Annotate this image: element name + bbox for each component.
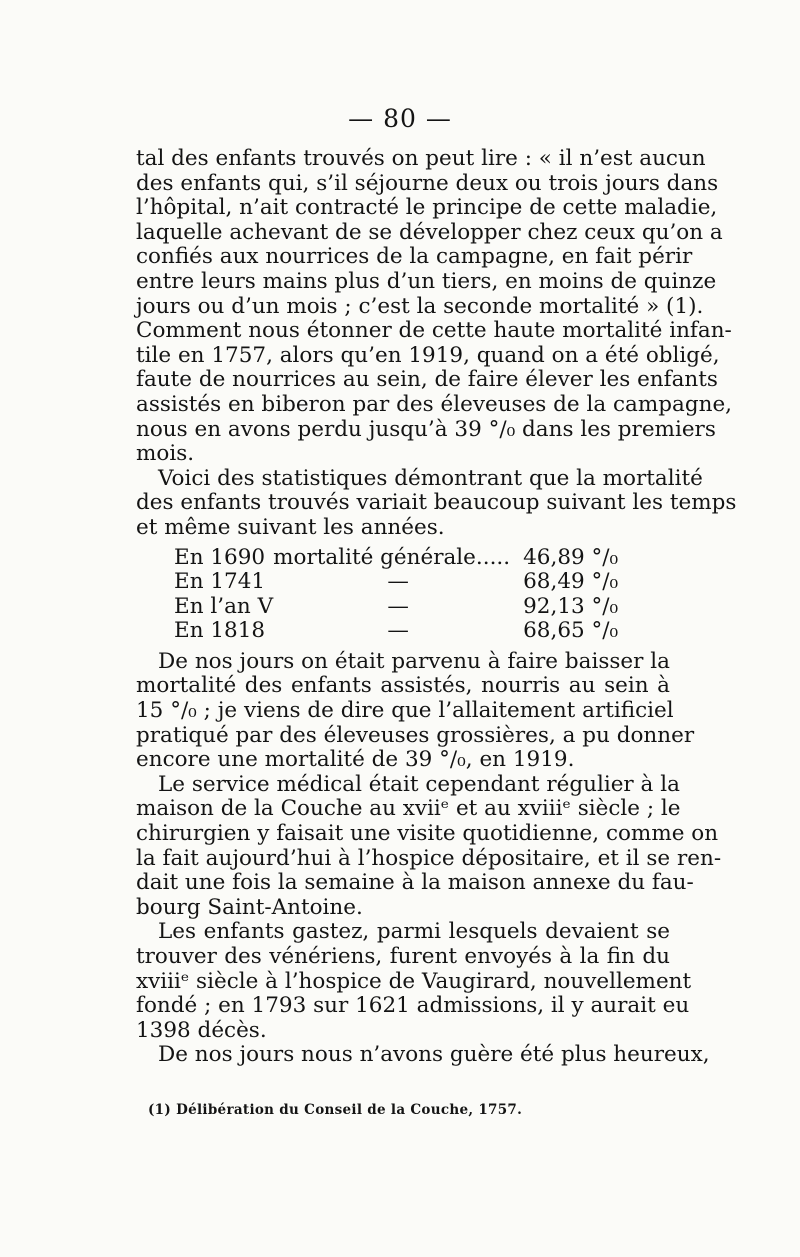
description-cell: — — [387, 569, 409, 595]
text-line: et même suivant les années. — [136, 514, 445, 540]
text-line: mois. — [136, 441, 195, 467]
paragraph-7 — [136, 1042, 710, 1068]
rate-cell: 46,89 °/₀ — [523, 544, 619, 570]
text-line: des enfants trouvés variait beaucoup suivant les temps — [136, 490, 737, 516]
text-line: maison de la Couche au xviiᵉ et au xviiiᵉ siècle ; le — [136, 796, 681, 822]
text-line: la fait aujourd’hui à l’hospice dépositaire, et il se ren- — [136, 845, 722, 871]
text-line: laquelle achevant de se développer chez ceux qu’on a — [136, 219, 723, 245]
text-line: faute de nourrices au sein, de faire élever les enfants — [136, 367, 718, 393]
rate-cell: 68,49 °/₀ — [523, 569, 619, 595]
text-line: chirurgien y faisait une visite quotidienne, comme on — [136, 821, 719, 847]
text-line: xviiiᵉ siècle à l’hospice de Vaugirard, nouvellement — [136, 968, 692, 994]
text-line: tile en 1757, alors qu’en 1919, quand on a été obligé, — [136, 342, 720, 368]
paragraph-5 — [136, 771, 722, 921]
paragraph-4 — [136, 648, 695, 773]
text-line: De nos jours on était parvenu à faire baisser la — [158, 648, 670, 674]
text-line: bourg Saint-Antoine. — [136, 894, 363, 920]
text-line: trouver des vénériens, furent envoyés à la fin du — [136, 944, 670, 969]
main-text — [136, 146, 737, 1068]
paragraph-3 — [136, 465, 737, 541]
text-line: pratiqué par des éleveuses grossières, a pu donner — [136, 722, 695, 748]
table-row — [174, 595, 643, 620]
text-line: encore une mortalité de 39 °/₀, en 1919. — [136, 747, 575, 773]
text-line: Le service médical était cependant régulier à la — [158, 771, 680, 797]
year-cell: En 1818 — [174, 618, 266, 644]
text-line: entre leurs mains plus d’un tiers, en moins de quinze — [136, 268, 717, 294]
description-cell: mortalité générale..... — [273, 544, 511, 570]
text-line: fondé ; en 1793 sur 1621 admissions, il y aurait eu — [136, 993, 690, 1019]
text-line: Voici des statistiques démontrant que la mortalité — [158, 465, 703, 491]
rate-cell: 92,13 °/₀ — [523, 593, 619, 619]
text-line: 15 °/₀ ; je viens de dire que l’allaitement artificiel — [136, 698, 674, 724]
description-cell: — — [387, 593, 409, 619]
table-row — [174, 570, 643, 595]
page-number: — 80 — — [348, 104, 452, 133]
text-line: confiés aux nourrices de la campagne, en fait périr — [136, 244, 693, 270]
description-cell: — — [387, 618, 409, 644]
year-cell: En l’an V — [174, 593, 274, 619]
text-line: De nos jours nous n’avons guère été plus heureux, — [158, 1042, 710, 1068]
table-row — [174, 546, 643, 571]
text-line: mortalité des enfants assistés, nourris au sein à — [136, 673, 670, 699]
text-line: nous en avons perdu jusqu’à 39 °/₀ dans les premiers — [136, 416, 716, 442]
text-line: 1398 décès. — [136, 1017, 267, 1043]
paragraph-6 — [136, 919, 692, 1043]
paragraph-1 — [136, 146, 723, 319]
text-line: l’hôpital, n’ait contracté le principe de cette maladie, — [136, 195, 718, 221]
footnote: (1) Délibération du Conseil de la Couche, 1757. — [148, 1102, 523, 1118]
text-line: dait une fois la semaine à la maison annexe du fau- — [136, 870, 694, 896]
text-line: tal des enfants trouvés on peut lire : « il n’est aucun — [136, 146, 706, 171]
paragraph-2 — [136, 318, 733, 467]
text-line: jours ou d’un mois ; c’est la seconde mortalité » (1). — [136, 293, 704, 319]
text-line: assistés en biberon par des éleveuses de la campagne, — [136, 391, 733, 417]
mortality-table — [174, 546, 643, 644]
text-line: Les enfants gastez, parmi lesquels devaient se — [158, 919, 670, 945]
table-row — [174, 619, 643, 644]
rate-cell: 68,65 °/₀ — [523, 618, 619, 644]
text-line: des enfants qui, s’il séjourne deux ou trois jours dans — [136, 170, 719, 196]
text-line: Comment nous étonner de cette haute mortalité infan- — [136, 318, 732, 344]
year-cell: En 1690 — [174, 544, 266, 570]
year-cell: En 1741 — [174, 569, 266, 595]
